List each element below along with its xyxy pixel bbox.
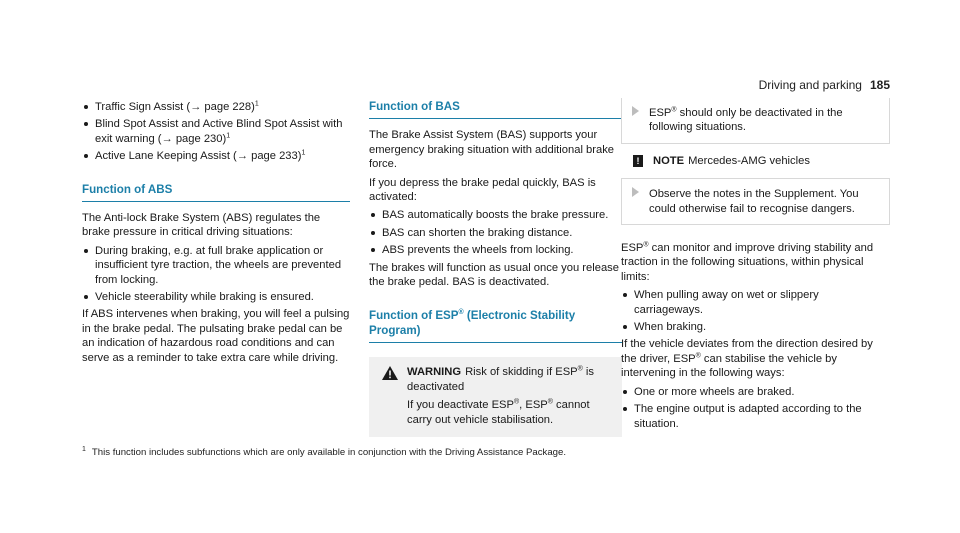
arrow-right-icon: → [236,150,248,163]
esp-monitor-text: ESP® can monitor and improve driving stability and traction in the following situations, within physical limits: [621,241,874,283]
list-item: The engine output is adapted according to the situation. [621,402,890,431]
assist-list [82,100,350,164]
page-header [759,78,890,92]
column-right [621,100,890,434]
list-item: Active Lane Keeping Assist (→ page 233)$^1$ [82,149,350,163]
list-item: When pulling away on wet or slippery carriageways. [621,288,890,317]
list-item: Blind Spot Assist and Active Blind Spot Assist with exit warning (→ page 230)$^1$ [82,117,350,146]
warning-box [369,357,622,437]
abs-intro: The Anti-lock Brake System (ABS) regulates the brake pressure in critical driving situations: [82,212,321,239]
list-item: BAS automatically boosts the brake pressure. [369,208,622,222]
esp-heading: Function of ESP® (Electronic Stability Program) [369,309,622,343]
play-arrow-icon [632,187,639,197]
exclamation-icon: ! [633,155,643,167]
esp-stabilise-text: If the vehicle deviates from the direction desired by the driver, ESP® can stabilise the vehicle by intervening in the following ways: [621,338,873,380]
bas-heading: Function of BAS [369,100,622,119]
list-item: During braking, e.g. at full brake application or insufficient tyre traction, the wheels are prevented from locking. [82,244,350,287]
list-item: ABS prevents the wheels from locking. [369,243,622,257]
warning-triangle-icon [381,365,399,381]
list-item: Traffic Sign Assist (→ page 228)$^1$ [82,100,350,114]
arrow-right-icon: → [161,132,173,145]
abs-outro: If ABS intervenes when braking, you will feel a pulsing in the brake pedal. The pulsating brake pedal can be an indication of hazardous road conditions and can serve as a reminder to take extra care while driving. [82,308,350,364]
arrow-right-icon: → [190,101,202,113]
column-left [82,100,350,369]
page-ref-link[interactable]: page 230) [175,132,227,145]
bas-list [369,208,622,257]
esp-deactivation-box: ESP® should only be deactivated in the following situations. [621,98,890,144]
section-title: Driving and parking [758,78,862,92]
warning-body: If you deactivate ESP®, ESP® cannot carry out vehicle stabilisation. [407,398,590,426]
page-ref-link[interactable]: page 233) [251,150,302,163]
bas-intro: The Brake Assist System (BAS) supports your emergency braking situation with additional brake force. [369,129,615,171]
list-item: BAS can shorten the braking distance. [369,226,622,240]
play-arrow-icon [632,106,639,116]
column-middle [369,100,622,437]
warning-title: WARNING Risk of skidding if ESP® is deactivated [407,365,594,393]
list-item: When braking. [621,320,890,334]
footnote: $^1$ This function includes subfunctions which are only available in conjunction with the Driving Assistance Package. [82,445,566,458]
note: ! NOTE Mercedes-AMG vehicles [633,154,890,168]
bas-activation: If you depress the brake pedal quickly, BAS is activated: [369,176,596,204]
page-ref-link[interactable]: page 228) [204,101,255,113]
esp-actions-list [621,385,890,431]
esp-situations-list [621,288,890,334]
list-item: Vehicle steerability while braking is ensured. [82,290,350,304]
page-number: 185 [869,78,890,92]
abs-heading: Function of ABS [82,183,350,202]
supplement-box: Observe the notes in the Supplement. You could otherwise fail to recognise dangers. [621,178,890,225]
bas-outro: The brakes will function as usual once you release the brake pedal. BAS is deactivated. [369,261,619,289]
list-item: One or more wheels are braked. [621,385,890,399]
abs-list [82,244,350,305]
